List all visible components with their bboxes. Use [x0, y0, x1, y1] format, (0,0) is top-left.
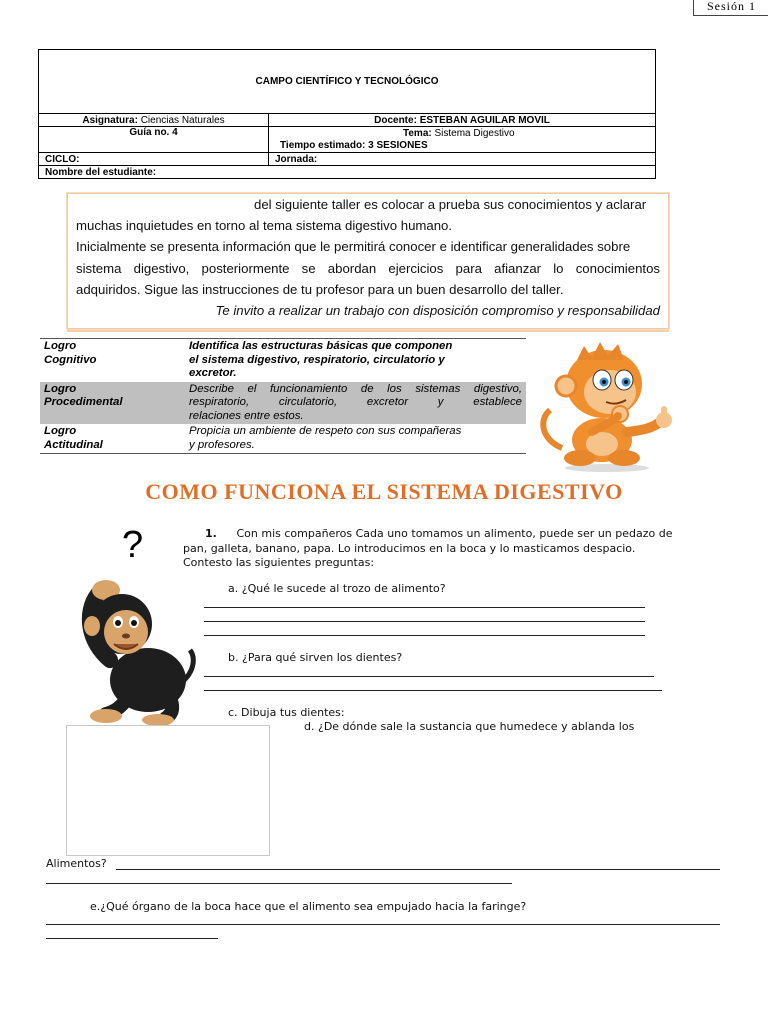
intro-line-4: sistema digestivo, posteriormente se abordan ejercicios para afianzar lo conocimientos	[76, 260, 660, 276]
tiempo-estimado: Tiempo estimado: 3 SESIONES	[280, 139, 428, 151]
logro-row-procedimental	[40, 382, 526, 425]
orange-monkey-illustration	[532, 340, 682, 472]
answer-line-a1[interactable]	[204, 607, 645, 608]
logro-text: Identifica las estructuras básicas que componen el sistema digestivo, respiratorio, circulatorio y excretor.	[185, 339, 526, 382]
header-title: CAMPO CIENTÍFICO Y TECNOLÓGICO	[39, 50, 656, 114]
tema-cell	[269, 127, 656, 153]
logro-label: Logro Procedimental	[40, 382, 185, 425]
activity-intro	[183, 527, 723, 571]
main-heading: COMO FUNCIONA EL SISTEMA DIGESTIVO	[145, 479, 623, 504]
jornada-label: Jornada:	[275, 153, 318, 165]
answer-line-d1[interactable]	[116, 869, 720, 870]
logro-row-cognitivo	[40, 339, 526, 382]
answer-line-a2[interactable]	[204, 621, 645, 622]
header-table	[38, 49, 656, 179]
answer-line-b2[interactable]	[204, 690, 662, 691]
question-d-continued: Alimentos?	[46, 857, 107, 870]
intro-line-1: del siguiente taller es colocar a prueba sus conocimientos y aclarar	[254, 197, 647, 212]
activity-intro-line-2: pan, galleta, banano, papa. Lo introducimos en la boca y lo masticamos despacio.	[183, 541, 636, 555]
tema-value: Sistema Digestivo	[434, 127, 515, 139]
intro-closing: Te invito a realizar un trabajo con disposición compromiso y responsabilidad	[215, 303, 660, 319]
logro-label: Logro Actitudinal	[40, 424, 185, 454]
answer-line-e2[interactable]	[46, 938, 218, 939]
logro-text: Describe el funcionamiento de los sistemas digestivo, respiratorio, circulatorio, excretor y establece relaciones entre estos.	[185, 382, 526, 425]
question-d: d. ¿De dónde sale la sustancia que humedece y ablanda los	[304, 720, 635, 733]
docente-cell	[269, 114, 656, 127]
asignatura-label: Asignatura:	[82, 114, 138, 126]
question-e: e.¿Qué órgano de la boca hace que el alimento sea empujado hacia la faringe?	[90, 900, 527, 913]
asignatura-cell	[39, 114, 269, 127]
guia-cell	[39, 127, 269, 153]
thinking-monkey-illustration	[70, 572, 198, 726]
guia-label: Guía no. 4	[129, 127, 178, 138]
teeth-drawing-box[interactable]	[66, 725, 270, 856]
question-mark-glyph: ?	[122, 524, 144, 566]
intro-line-2: muchas inquietudes en torno al tema sistema digestivo humano.	[76, 218, 453, 234]
question-b: b. ¿Para qué sirven los dientes?	[228, 651, 403, 664]
activity-number: 1.	[205, 527, 217, 540]
logro-row-actitudinal	[40, 424, 526, 454]
nombre-label: Nombre del estudiante:	[45, 166, 157, 178]
intro-line-5: adquiridos. Sigue las instrucciones de tu profesor para un buen desarrollo del taller.	[76, 281, 564, 297]
question-a: a. ¿Qué le sucede al trozo de alimento?	[228, 582, 446, 595]
activity-intro-line-1: Con mis compañeros Cada uno tomamos un alimento, puede ser un pedazo de	[236, 527, 673, 540]
tema-label: Tema:	[403, 127, 432, 139]
logros-table	[40, 338, 526, 454]
answer-line-d2[interactable]	[46, 883, 512, 884]
answer-line-e1[interactable]	[46, 924, 720, 925]
question-c: c. Dibuja tus dientes:	[228, 706, 345, 719]
activity-intro-line-3: Contesto las siguientes preguntas:	[183, 556, 375, 569]
ciclo-label: CICLO:	[45, 153, 80, 165]
intro-line-3: Inicialmente se presenta información que le permitirá conocer e identificar generalidades sobre	[76, 239, 631, 255]
docente-value: ESTEBAN AGUILAR MOVIL	[419, 114, 550, 126]
session-tag: Sesión 1	[693, 0, 768, 16]
logro-label: Logro Cognitivo	[40, 339, 185, 382]
ciclo-cell	[39, 153, 269, 166]
answer-line-a3[interactable]	[204, 635, 645, 636]
logro-text: Propicia un ambiente de respeto con sus compañeras y profesores.	[185, 424, 526, 454]
docente-label: Docente:	[374, 114, 417, 126]
intro-box	[67, 193, 669, 329]
jornada-cell	[269, 153, 656, 166]
asignatura-value: Ciencias Naturales	[140, 114, 225, 126]
nombre-cell	[39, 166, 656, 179]
answer-line-b1[interactable]	[204, 676, 654, 677]
